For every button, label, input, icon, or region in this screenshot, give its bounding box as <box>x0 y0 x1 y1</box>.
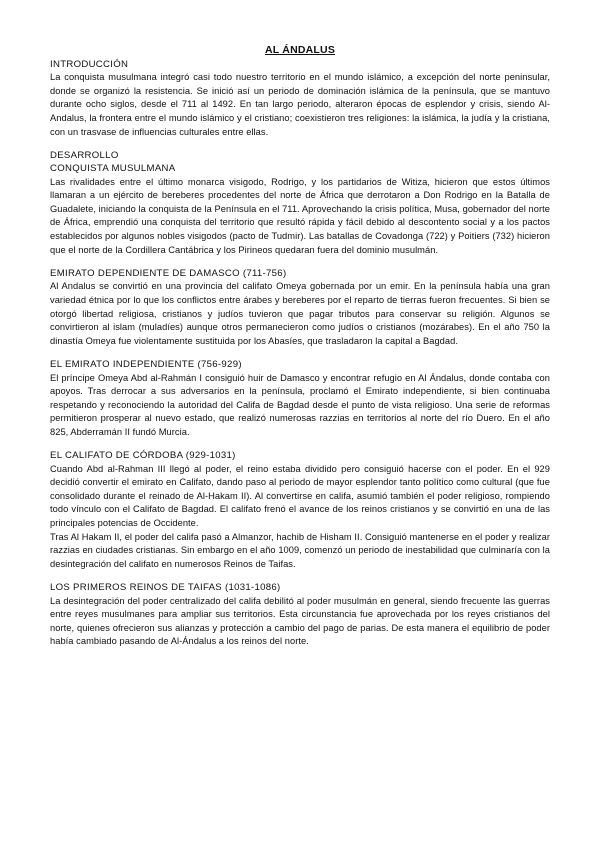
conquista-heading: CONQUISTA MUSULMANA <box>50 163 176 175</box>
spacer <box>50 139 550 149</box>
document-title: AL ÁNDALUS <box>264 44 336 56</box>
emirato-independiente-heading: EL EMIRATO INDEPENDIENTE (756-929) <box>50 359 242 371</box>
califato-paragraph-2: Tras Al Hakam II, el poder del califa pasó a Almanzor, hachib de Hisham II. Consiguió mantenerse en el poder y realizar razzias en ciudades cristianas. Sin embargo en el año 1009, comenzó un periodo de inestabilidad que culminaría con la desintegración del califato en numerosos Reinos de Taifas. <box>50 531 550 569</box>
desarrollo-heading: DESARROLLO <box>50 150 119 162</box>
intro-heading: INTRODUCCIÓN <box>50 59 129 70</box>
intro-paragraph: La conquista musulmana integró casi todo nuestro territorio en el mundo islámico, a excepción del norte peninsular, donde se organizó la resistencia. Se inició así un periodo de dominación islámica de la península, que se mantuvo durante ocho siglos, desde el 711 al 1492. En tan largo periodo, alteraron épocas de esplendor y crisis, siendo Al-Andalus, la frontera entre el mundo islámico y el cristiano; coexistieron tres religiones: la islámica, la judía y la cristiana, con un trasvase de influencias culturales entre ellas. <box>50 72 550 137</box>
spacer <box>50 571 550 581</box>
taifas-paragraph: La desintegración del poder centralizado del califa debilitó al poder musulmán en general, siendo frecuente las guerras entre reyes musulmanes para ampliar sus territorios. Esta circunstancia fue aprovechada por los reyes cristianos del norte, quienes ofrecieron sus alianzas y protección a cambio del pago de parias. De esta manera el equilibrio de poder había cambiado pasando de Al-Ándalus a los reinos del norte. <box>50 595 550 647</box>
emirato-independiente-paragraph: El príncipe Omeya Abd al-Rahmán I consiguió huir de Damasco y encontrar refugio en Al Ándalus, donde contaba con apoyos. Tras derrocar a sus adversarios en la península, proclamó el Emirato independiente, si bien continuaba respetando y reconociendo la autoridad del Califa de Bagdad desde el punto de vista religioso. Una serie de reformas permitieron prosperar al nuevo estado, que realizó numerosas razzias en territorios al norte del río Duero. En el año 825, Abderramán II fundó Murcia. <box>50 372 550 437</box>
spacer <box>50 257 550 267</box>
emirato-dependiente-paragraph: Al Andalus se convirtió en una provincia del califato Omeya gobernada por un emir. En la península había una gran variedad étnica por lo que los conflictos entre árabes y bereberes por el reparto de tierras fueron frecuentes. Si bien se otorgó libertad religiosa, cristianos y judíos tuvieron que pagar tributos para conservar su religión. Algunos se convirtieron al islam (muladíes) aunque otros permanecieron como judíos o cristianos (mozárabes). En el año 750 la dinastía Omeya fue violentamente sustituida por los Abasíes, que trasladaron la capital a Bagdad. <box>50 281 550 346</box>
emirato-dependiente-heading: EMIRATO DEPENDIENTE DE DAMASCO (711-756) <box>50 268 287 280</box>
spacer <box>50 348 550 358</box>
conquista-paragraph: Las rivalidades entre el último monarca visigodo, Rodrigo, y los partidarios de Witiza, hicieron que estos últimos llamaran a un ejército de bereberes procedentes del norte de África que derrotaron a Don Rodrigo en la Batalla de Guadalete, iniciando la conquista de la Península en el 711. Aprovechando la crisis política, Musa, gobernador del norte de África, emprendió una conquista del territorio que resultó rápida y fácil debido al descontento social y a los pactos establecidos por algunos nobles visigodos (pacto de Tudmir). Las batallas de Covadonga (722) y Poitiers (732) hicieron que el norte de la Cordillera Cantábrica y los Pirineos quedaran fuera del dominio musulmán. <box>50 176 550 255</box>
califato-paragraph-1: Cuando Abd al-Rahman III llegó al poder, el reino estaba dividido pero consiguió hacerse con el poder. En el 929 decidió convertir el emirato en Califato, dando paso al periodo de mayor esplendor tanto político como cultural (que fue consolidado durante el reinado de Al-Hakam II). Al convertirse en califa, asumió también el poder religioso, rompiendo todo vínculo con el Califato de Bagdad. El califato frenó el avance de los reinos cristianos y se convirtió en una de las principales potencias de Occidente. <box>50 463 550 529</box>
califato-heading: EL CALIFATO DE CÓRDOBA (929-1031) <box>50 450 236 462</box>
spacer <box>50 439 550 449</box>
taifas-heading: LOS PRIMEROS REINOS DE TAIFAS (1031-1086) <box>50 582 281 594</box>
